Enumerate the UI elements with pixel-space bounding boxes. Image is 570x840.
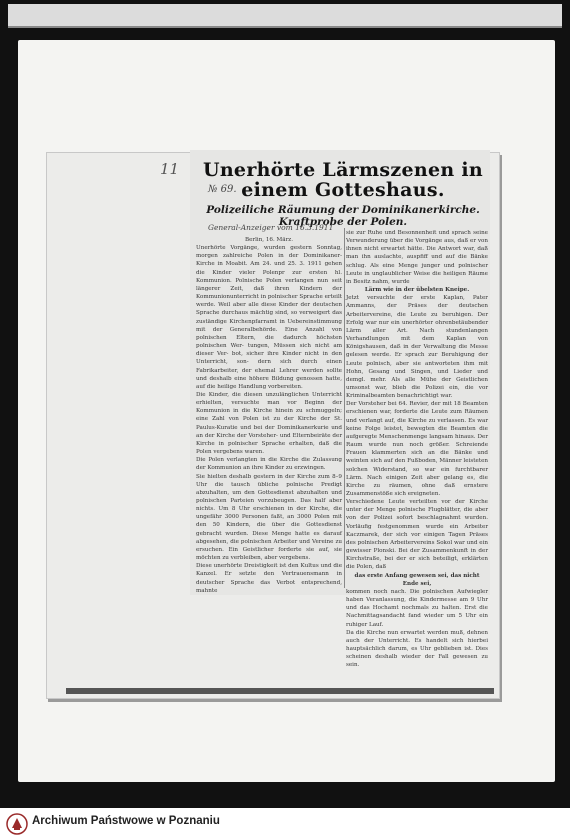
paragraph: Da die Kirche nun erwartet werden muß, dehnen auch der Unterricht. Es handelt sich hierbei hauptsächlich darum, es Uhr geblieben ist. Dies scheinen deshalb wieder der Fall gewesen zu sein.	[346, 629, 488, 669]
handwritten-number: № 69.	[208, 184, 237, 195]
paragraph: Die Kinder, die diesen unzulänglichen Unterricht erhielten, versuchte man vor Beginn der Kommunion in die Kirche hinein zu schmuggeln; eine Zahl von Polen ist zu der Kirche der St. Paulus-Kuratie und bei der Dominikanerkurie und an der Kirche der Vorsteher- und Elternbeiräte der Kirche in polnischer Sprache erhalten, daß die Polen vergebens waren.	[196, 391, 342, 456]
paragraph: Jetzt versuchte der erste Kaplan, Pater Ammanns, der Präses der deutschen Arbeitervereine, die Leute zu beruhigen. Der Erfolg war nur ein unerhörter ohrenbetäubender Lärm aller Art. Nach stundenlangen Verhandlungen mit dem Kaplan von Königshausen, daß in der Verwaltung die Messe gelesen werde. Er sprach zur Beruhigung der Leute polnisch, aber sie antworteten ihm mit Hohn, Gesang und Singen, und Lieder und demgl. mehr. Als alle Mühe der Geistlichen umsonst war, blieb die Polizei ein, die vor Kriminalbeamten benachrichtigt war.	[346, 295, 488, 400]
paragraph: Diese unerhörte Dreistigkeit ist den Kultus und die Kanzel. Er setzte den Vertrauensmann in deutscher Sprache das Verbot entsprechend, mahnte	[196, 563, 342, 594]
paragraph: Lärm wie in der übelsten Kneipe.	[364, 287, 470, 294]
archive-name: Archiwum Państwowe w Poznaniu	[32, 815, 220, 827]
subheadline: Polizeiliche Räumung der Dominikanerkirche. Kraftprobe der Polen.	[206, 204, 480, 228]
page-edge-shadow	[66, 688, 494, 694]
paragraph: Die Polen verlangten in die Kirche die Zulassung der Kommunion an ihre Kinder zu erzwingen.	[196, 457, 342, 472]
paragraph: Unerhörte Vorgänge, wurden gestern Sonntag, morgen zahlreiche Polen in der Dominikaner-Kirche in Moabit. Am 24. und 25. 3. 1911 gehen die Kinder vieler Polenpr zur ersten hl. Kommunion. Polnische Polen verlangen nun seit längerer Zeit, daß ihren Kindern der Kommunionunterricht in polnischer Sprache erteilt werde. Weil aber alle diese Kinder der deutschen Sprache durchaus mächtig sind, so verweigert das zuständige Kirchenpfarramt in Uebereinstimmung mit der Generalbehörde. Eine Anzahl von polnischen Eltern, die dadurch höchsten polnischen Wer- tungen, Müssen sich nicht am dieser Ver- bot, sicher ihre Kinder nicht in den Unterricht, son- dern sich durch einen Fabrikarbeiter, der ehemal Lehrer werden sollte und deshalb eine höhere Bildung genossen hatte, auf die heilige Handlung vorbereiten.	[196, 245, 342, 390]
paragraph: kommen noch nach. Die polnischen Aufwiegler haben Veranlassung, die Kindermesse am 9 Uhr und das Hochamt nochmals zu halten. Erst die Nachmittagsandacht fand wieder um 5 Uhr ein ruhiger Lauf.	[346, 588, 488, 628]
paragraph: Der Vorsteher bei 64. Revier, der mit 18 Beamten erschienen war, forderte die Leute zum Räumen und verlangt auf, die Kirche zu verlassen. Es war keine Folge leistet, bewegten die Beamten die aufgeregte Menschenmenge langsam hinaus. Der Raum wurde nun noch größer. Schreiende Frauen klammerten sich an die Bänke und weinten sich auf den Fußboden, Männer leisteten solchen Widerstand, so war ein furchtbarer Lärm. Nach einigen Zeit aber gelang es, die Kirche zu räumen, ohne daß ernstere Zusammenstöße sich ereigneten.	[346, 401, 488, 497]
article-column-left	[196, 236, 342, 594]
paragraph: Sie hielten deshalb gestern in der Kirche zum 8–9 Uhr die tausch übliche polnische Predigt abzuhalten, um den Gottesdienst abzuhalten und polnischen Parteien vorzubeugen. Das half aber nichts. Um 8 Uhr erschienen in der Kirche, die ungefähr 3000 Personen faßt, an 3000 Polen mit den 50 Kindern, die über die Gottesdienst gebracht wurden. Diese Menge hatte es darauf abgesehen, die polnischen Arbeiter und Vereine zu ersuchen. Ein Geistlicher forderte sie auf, sie möchten zu verbleiben, aber vergebens.	[196, 473, 342, 562]
column-divider	[344, 228, 345, 588]
paragraph: Verschiedene Leute verteilten vor der Kirche unter der Menge polnische Flugblätter, die aber von der Polizei sofort beschlagnahmt wurden. Vorläufig festgenommen wurde ein Arbeiter Kaczmarek, der sich vor einigen Tagen Präses des polnischen Arbeitervereins Sokol war und ein gewisser Plonski. Bei der Zusammenkunft in der Kirchstraße, bei der er sich beteiligt, erklärten die Polen, daß	[346, 499, 488, 571]
article-column-right	[346, 229, 488, 669]
archive-number: 11	[160, 160, 180, 178]
paragraph: sie zur Ruhe und Besonnenheit und sprach seine Verwunderung über die Vorgänge aus, daß er von ihnen nicht erwartet hätte. Die Antwort war, daß man ihn auslachte, auspfiff und auf die Bänke schlug. Als eine Menge junger und polnischer Leute in unglaublicher Weise die heiligen Räume in Besitz nahm, wurde	[346, 230, 488, 285]
scanner-top-strip	[8, 4, 562, 28]
headline: Unerhörte Lärmszenen in einem Gotteshaus.	[202, 159, 484, 201]
paragraph: Berlin, 16. März.	[245, 237, 293, 243]
handwritten-source-note: General-Anzeiger vom 16.3.1911	[208, 223, 334, 232]
archive-logo-icon	[6, 813, 28, 835]
paragraph: das erste Anfang gewesen sei, das nicht Ende sei,	[354, 572, 480, 587]
